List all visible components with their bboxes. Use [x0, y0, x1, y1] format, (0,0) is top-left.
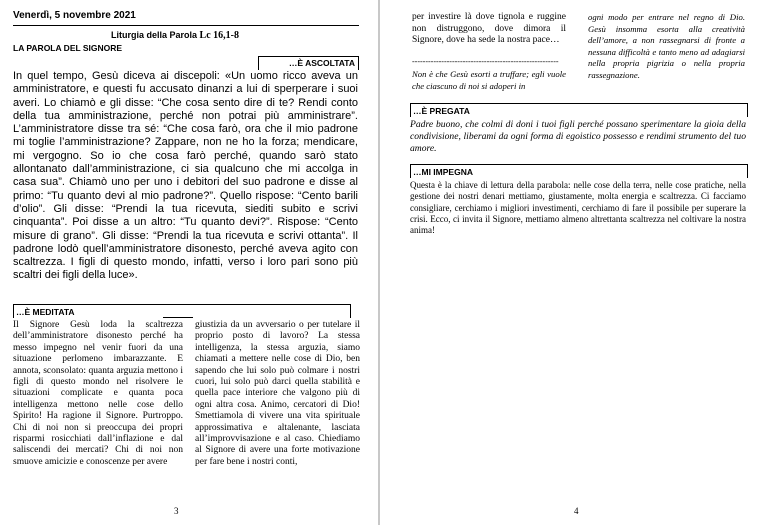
- liturgy-title-text: Liturgia della Parola: [111, 30, 198, 40]
- separator-line: -------------------------------------------------------: [412, 57, 559, 66]
- section-title: LA PAROLA DEL SIGNORE: [13, 43, 123, 53]
- liturgy-title: [111, 30, 239, 41]
- meditata-continuation: per investire là dove tignola e ruggine non distruggono, dove dimora il Signore, dove ha sede la nostra pace…: [412, 12, 566, 45]
- meditata-col2: giustizia da un avversario o per tutelare il proprio posto di lavoro? La stessa intelligenza, la stessa arguzia, siamo chiamati a mettere nelle cose di Dio, ben sapendo che lui solo può colmare i nostri cuori, lui solo può darci quella stabilità e quella pace interiore che valgono più di ogni altra cosa. Animo, cercatori di Dio! Smettiamola di vivere una vita spirituale approssimativa e altalenante, lasciata all’improvvisazione e al caso. Chiediamo al Signore di avere una forte motivazione per fare bene i nostri conti,: [195, 320, 360, 467]
- pregata-label: …È PREGATA: [413, 106, 470, 116]
- meditata-label: …È MEDITATA: [16, 307, 75, 317]
- meditata-col1: Il Signore Gesù loda la scaltrezza dell’amministratore disonesto perché ha messo impegno nel venir fuori da una situazione perlomeno imbarazzante. E annota, sconsolato: quanta arguzia mettono i figli di questo mondo nel risolvere le situazioni complicate e quanta poca intelligenza mettono nelle cose dello Spirito! Ha ragione il Signore. Purtroppo. Chi di noi non si preoccupa dei propri risparmi rosicchiati dall’inflazione e dal saliscendi dei mercati? Chi di noi non smuove amicizie e conoscenze per avere: [13, 320, 183, 467]
- impegna-label: …MI IMPEGNA: [413, 167, 473, 177]
- gospel-text: In quel tempo, Gesù diceva ai discepoli: «Un uomo ricco aveva un amministratore, e questi fu accusato dinanzi a lui di sperperare i suoi averi. Lo chiamò e gli disse: “Che cosa sento dire di te? Rendi conto della tua amministrazione, perché non potrai più amministrare”. L’amministratore disse tra sé: “Che cosa farò, ora che il mio padrone mi toglie l’amministrazione? Zappare, non ne ho la forza; mendicare, mi vergogno. So io che cosa farò perché, quando sarò stato allontanato dall’amministrazione, ci sia qualcuno che mi accolga in casa sua”. Chiamò uno per uno i debitori del suo padrone e disse al primo: “Tu quanto devi al mio padrone?”. Quello rispose: “Cento barili d’olio”. Gli disse: “Prendi la tua ricevuta, siediti subito e scrivi cinquanta”. Poi disse a un altro: “Tu quanto devi?”. Rispose: “Cento misure di grano”. Gli disse: “Prendi la tua ricevuta e scrivi ottanta”. Il padrone lodò quell’amministratore disonesto, perché aveva agito con scaltrezza. I figli di questo mondo, infatti, verso i loro pari sono più scaltri dei figli della luce».: [13, 70, 358, 282]
- prayer-text: Padre buono, che colmi di doni i tuoi figli perché possano sperimentare la gioia della condivisione, liberami da ogni forma di egoistico possesso e rendimi strumento del tuo amore.: [410, 119, 746, 154]
- left-page: [0, 0, 378, 525]
- header-rule: [13, 25, 359, 26]
- meditata-col-rule: [163, 317, 193, 318]
- right-page: [380, 0, 758, 525]
- date-heading: Venerdì, 5 novembre 2021: [13, 10, 136, 21]
- liturgy-reference: Lc 16,1-8: [199, 30, 239, 41]
- impegno-text: Questa è la chiave di lettura della parabola: nelle cose della terra, nelle cose pratiche, nella gestione dei nostri denari mettiamo, giustamente, molta energia e scaltrezza. Ci facciamo consigliare, cerchiamo i migliori investimenti, cerchiamo di fare il possibile per superare la crisi. Ecco, ci invita il Signore, mettiamo almeno altrettanta scaltrezza nel coltivare la nostra anima!: [410, 180, 746, 236]
- ascoltata-label: …È ASCOLTATA: [288, 58, 355, 68]
- page-number-left: 3: [174, 506, 179, 516]
- note-italic-col2: ogni modo per entrare nel regno di Dio. Gesù insomma esorta alla creatività dell’amore, a non rassegnarsi di fronte a nessuna difficoltà e tanto meno ad adagiarsi nella propria pigrizia o nella propria rassegnazione.: [588, 12, 745, 80]
- page-number-right: 4: [574, 506, 579, 516]
- note-italic-col1: Non è che Gesù esorti a truffare; egli vuole che ciascuno di noi si adoperi in: [412, 69, 566, 91]
